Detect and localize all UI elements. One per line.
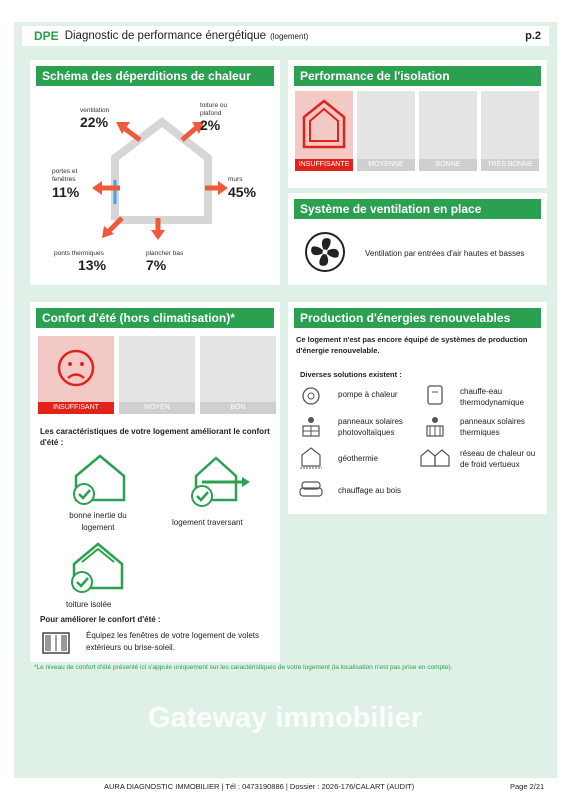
solution-label: réseau de chaleur ou de froid vertueux: [460, 449, 536, 469]
insulation-level-label: BONNE: [419, 159, 477, 171]
feature-label: toiture isolée: [66, 600, 112, 609]
summer-comfort-title: Confort d'été (hors climatisation)*: [36, 308, 274, 328]
insulation-level-label: MOYENNE: [357, 159, 415, 171]
page-title: Diagnostic de performance énergétique: [64, 30, 267, 42]
heat-network-icon: [420, 446, 450, 470]
solar-pv-icon: [300, 414, 322, 438]
loss-label-floor: plancher bas: [146, 250, 184, 257]
summer-tile-medium: [119, 336, 195, 414]
loss-label-ventilation: ventilation: [80, 107, 110, 114]
loss-pct-floor: 7%: [146, 257, 167, 273]
heat-loss-card: [30, 60, 280, 285]
roof-insulated-icon: [68, 538, 128, 596]
summer-level-label: BON: [200, 402, 276, 414]
loss-label-walls: murs: [228, 176, 243, 183]
insulation-title: Performance de l'isolation: [294, 66, 541, 86]
footer-text: AURA DIAGNOSTIC IMMOBILIER | Tél : 0473190886 | Dossier : 2026-176/CALART (AUDIT): [104, 782, 415, 791]
loss-label-roof: toiture ou plafond: [200, 102, 228, 117]
page-subtitle: (logement): [270, 31, 309, 41]
page-header: [22, 26, 549, 46]
solution-label: géothermie: [338, 454, 379, 463]
wood-heating-icon: [298, 480, 324, 498]
footer-page-number: Page 2/21: [510, 782, 545, 791]
page-footer: [0, 780, 570, 794]
ventilation-text: Ventilation par entrées d'air hautes et basses: [365, 249, 525, 258]
dpe-logo: DPE: [34, 29, 59, 43]
summer-level-label: MOYEN: [119, 402, 195, 414]
summer-footnote: *Le niveau de confort d'été présenté ici s'appuie uniquement sur les caractéristiques de votre logement (la localisation n'est pas prise en compte).: [34, 664, 453, 671]
loss-pct-thermal-bridges: 13%: [78, 257, 107, 273]
solution-label: panneaux solaires thermiques: [460, 417, 525, 437]
page-number: p.2: [525, 30, 541, 42]
loss-pct-ventilation: 22%: [80, 114, 109, 130]
insulation-tile-medium: [357, 91, 415, 171]
solar-thermal-icon: [424, 414, 446, 438]
feature-label: bonne inertie du logement: [69, 511, 127, 532]
agency-watermark: Gateway immobilier: [148, 702, 422, 734]
solution-label: pompe à chaleur: [338, 390, 398, 399]
loss-label-doors-windows: portes et fenêtres: [52, 168, 78, 183]
solution-label: chauffe-eau thermodynamique: [460, 387, 525, 407]
renewables-card: [288, 302, 547, 514]
insulation-tile-very-good: [481, 91, 539, 171]
insulation-level-label: TRÈS BONNE: [481, 159, 539, 171]
loss-pct-roof: 2%: [200, 117, 221, 133]
heat-pump-icon: [300, 386, 322, 406]
feature-label: logement traversant: [172, 518, 243, 527]
water-heater-icon: [424, 384, 446, 406]
ventilation-title: Système de ventilation en place: [294, 199, 541, 219]
loss-label-thermal-bridges: ponts thermiques: [54, 250, 104, 257]
house-check-icon: [70, 450, 130, 508]
renewables-intro: Ce logement n'est pas encore équipé de systèmes de production d'énergie renouvelable.: [296, 335, 528, 355]
insulation-level-label: INSUFFISANTE: [295, 159, 353, 171]
renewables-solutions-title: Diverses solutions existent :: [300, 370, 402, 379]
house-outline-icon: [295, 91, 353, 159]
solution-label: chauffage au bois: [338, 486, 402, 495]
geothermal-icon: [300, 446, 322, 470]
summer-comfort-card: [30, 302, 280, 662]
summer-features-title: Les caractéristiques de votre logement améliorant le confort d'été :: [40, 427, 270, 447]
house-airflow-icon: [188, 452, 252, 510]
ventilation-card: [288, 193, 547, 285]
summer-tile-good: [200, 336, 276, 414]
solution-label: panneaux solaires photovoltaïques: [338, 417, 403, 437]
sad-face-icon: [38, 336, 114, 402]
shutters-icon: [42, 632, 70, 654]
summer-improve-text: Équipez les fenêtres de votre logement de volets extérieurs ou brise-soleil.: [86, 631, 259, 652]
insulation-tile-good: [419, 91, 477, 171]
fan-icon: [304, 231, 346, 273]
renewables-title: Production d'énergies renouvelables: [294, 308, 541, 328]
summer-tile-insufficient: [38, 336, 114, 414]
heat-loss-title: Schéma des déperditions de chaleur: [36, 66, 274, 86]
summer-improve-title: Pour améliorer le confort d'été :: [40, 615, 161, 624]
summer-level-label: INSUFFISANT: [38, 402, 114, 414]
insulation-tile-insufficient: [295, 91, 353, 171]
loss-pct-walls: 45%: [228, 184, 257, 200]
insulation-card: [288, 60, 547, 188]
loss-pct-doors-windows: 11%: [52, 184, 80, 200]
